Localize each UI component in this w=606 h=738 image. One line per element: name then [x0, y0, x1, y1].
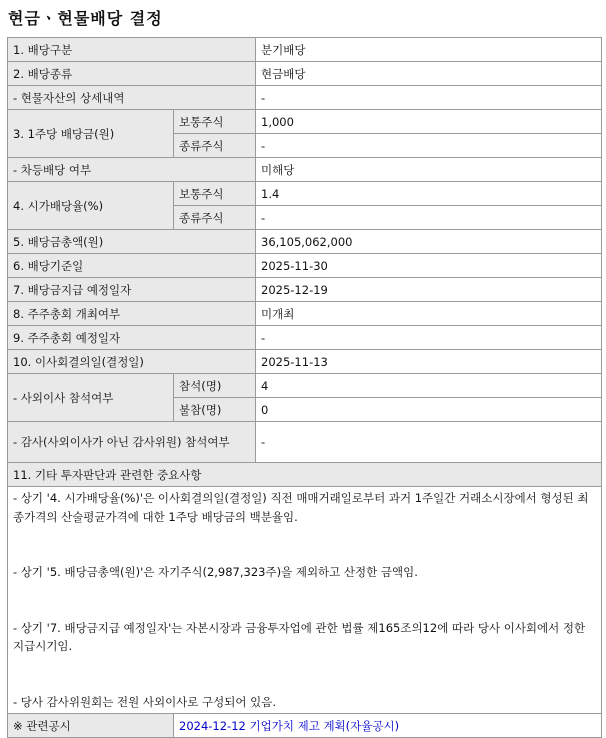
table-row [8, 374, 602, 398]
row-label: 2. 배당종류 [8, 62, 256, 86]
row-label: 10. 이사회결의일(결정일) [8, 350, 256, 374]
row-label: 6. 배당기준일 [8, 254, 256, 278]
table-row [8, 158, 602, 182]
table-row [8, 182, 602, 206]
table-row [8, 422, 602, 463]
row-value: - [256, 326, 602, 350]
row-value: 1.4 [256, 182, 602, 206]
table-row [8, 230, 602, 254]
row-value: 2025-11-13 [256, 350, 602, 374]
sub-label: 종류주식 [174, 134, 256, 158]
sub-label: 불참(명) [174, 398, 256, 422]
note-text: - 상기 '7. 배당금지급 예정일자'는 자본시장과 금융투자업에 관한 법률 제165조의12에 따라 당사 이사회에서 정한 지급시기임. [13, 620, 586, 653]
row-label: 9. 주주총회 예정일자 [8, 326, 256, 350]
note-text: - 당사 감사위원회는 전원 사외이사로 구성되어 있음. [13, 694, 277, 709]
table-row [8, 278, 602, 302]
table-row [8, 86, 602, 110]
row-value: 현금배당 [256, 62, 602, 86]
row-value: - [256, 422, 602, 463]
sub-label: 참석(명) [174, 374, 256, 398]
note-text: - 상기 '5. 배당금총액(원)'은 자기주식(2,987,323주)을 제외하고 산정한 금액임. [13, 565, 418, 579]
row-value: - [256, 86, 602, 110]
row-value: 2025-11-30 [256, 254, 602, 278]
row-value: 1,000 [256, 110, 602, 134]
related-disclosure-text[interactable]: 2024-12-12 기업가치 제고 계획(자율공시) [179, 718, 400, 733]
row-label: 1. 배당구분 [8, 38, 256, 62]
notes-row [8, 487, 602, 714]
sub-label: 보통주식 [174, 182, 256, 206]
row-label: 3. 1주당 배당금(원) [8, 110, 174, 158]
row-value: 0 [256, 398, 602, 422]
row-label: - 현물자산의 상세내역 [8, 86, 256, 110]
row-value: 4 [256, 374, 602, 398]
table-row [8, 38, 602, 62]
dividend-decision-table [7, 37, 602, 738]
notes-cell [8, 487, 602, 714]
table-row [8, 350, 602, 374]
row-label: 4. 시가배당율(%) [8, 182, 174, 230]
row-label: 8. 주주총회 개최여부 [8, 302, 256, 326]
table-row [8, 714, 602, 738]
row-label: ※ 관련공시 [8, 714, 174, 738]
sub-label: 보통주식 [174, 110, 256, 134]
row-label: - 차등배당 여부 [8, 158, 256, 182]
table-row [8, 463, 602, 487]
row-label: 5. 배당금총액(원) [8, 230, 256, 254]
related-disclosure-link[interactable] [174, 714, 602, 738]
page-title: 현금ㆍ현물배당 결정 [8, 9, 163, 28]
note-text: - 상기 '4. 시가배당율(%)'은 이사회결의일(결정일) 직전 매매거래일로부터 과거 1주일간 거래소시장에서 형성된 최종가격의 산술평균가격에 대한 1주당 배당금의 백분율임. [13, 491, 589, 524]
row-label: 7. 배당금지급 예정일자 [8, 278, 256, 302]
row-label: - 사외이사 참석여부 [8, 374, 174, 422]
table-row [8, 326, 602, 350]
table-row [8, 254, 602, 278]
row-value: 36,105,062,000 [256, 230, 602, 254]
table-row [8, 110, 602, 134]
table-row [8, 62, 602, 86]
row-label: 11. 기타 투자판단과 관련한 중요사항 [8, 463, 602, 487]
row-value: 2025-12-19 [256, 278, 602, 302]
row-value: - [256, 206, 602, 230]
row-value: 미해당 [256, 158, 602, 182]
row-value: 분기배당 [256, 38, 602, 62]
table-row [8, 302, 602, 326]
row-value: 미개최 [256, 302, 602, 326]
row-value: - [256, 134, 602, 158]
sub-label: 종류주식 [174, 206, 256, 230]
row-label: - 감사(사외이사가 아닌 감사위원) 참석여부 [8, 422, 256, 463]
